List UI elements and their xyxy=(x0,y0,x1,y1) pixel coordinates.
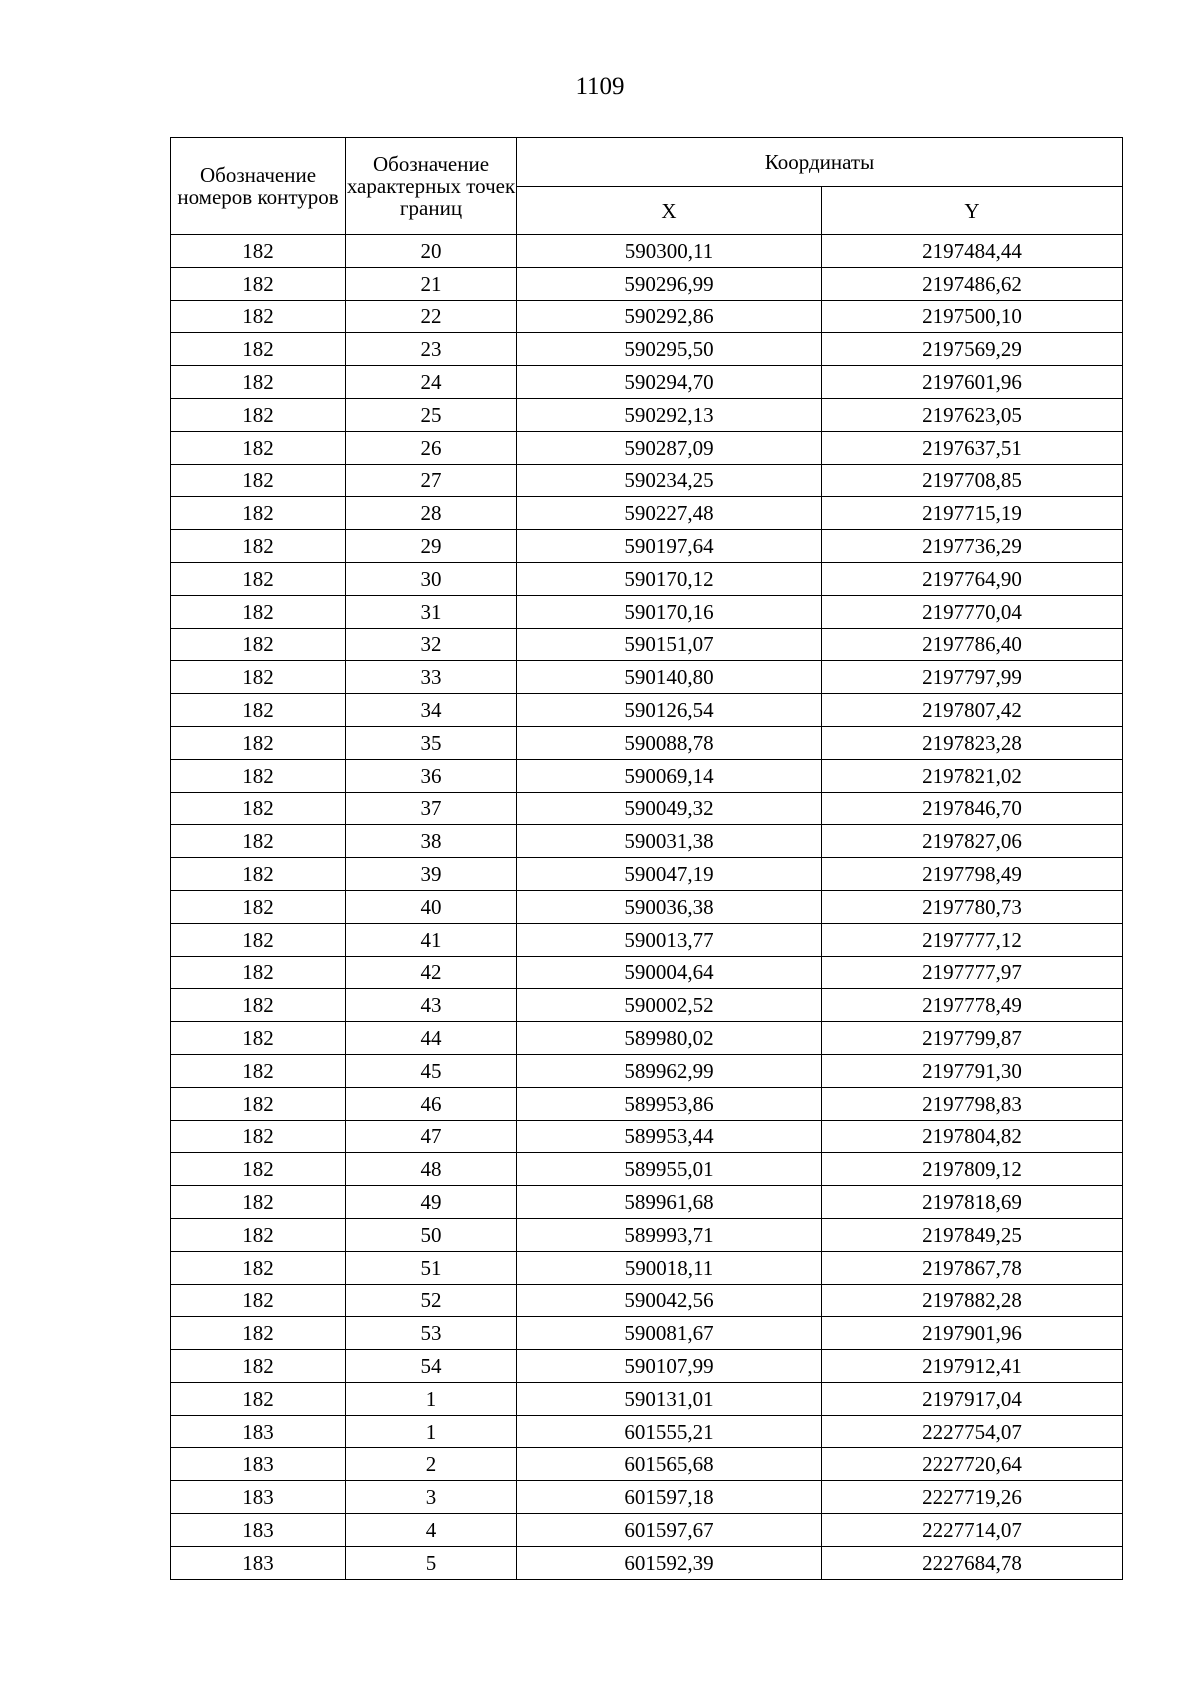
contour-number-cell: 182 xyxy=(171,1186,346,1219)
y-coordinate-cell: 2197601,96 xyxy=(822,366,1123,399)
y-coordinate-cell: 2227754,07 xyxy=(822,1415,1123,1448)
x-coordinate-cell: 590047,19 xyxy=(517,858,822,891)
contour-number-cell: 182 xyxy=(171,1120,346,1153)
point-number-cell: 23 xyxy=(346,333,517,366)
point-number-cell: 30 xyxy=(346,562,517,595)
table-row xyxy=(171,464,1123,497)
table-row xyxy=(171,1284,1123,1317)
x-coordinate-cell: 601555,21 xyxy=(517,1415,822,1448)
y-coordinate-cell: 2197809,12 xyxy=(822,1153,1123,1186)
contour-number-cell: 182 xyxy=(171,398,346,431)
y-coordinate-cell: 2197797,99 xyxy=(822,661,1123,694)
table-row xyxy=(171,366,1123,399)
point-number-cell: 1 xyxy=(346,1382,517,1415)
y-coordinate-cell: 2197780,73 xyxy=(822,890,1123,923)
contour-number-cell: 182 xyxy=(171,267,346,300)
y-coordinate-cell: 2197486,62 xyxy=(822,267,1123,300)
contour-number-cell: 182 xyxy=(171,923,346,956)
x-coordinate-cell: 590295,50 xyxy=(517,333,822,366)
y-coordinate-cell: 2197623,05 xyxy=(822,398,1123,431)
point-number-cell: 36 xyxy=(346,759,517,792)
table-row xyxy=(171,661,1123,694)
contour-number-cell: 182 xyxy=(171,464,346,497)
x-coordinate-cell: 590292,86 xyxy=(517,300,822,333)
contour-number-cell: 182 xyxy=(171,1284,346,1317)
contour-number-cell: 182 xyxy=(171,1382,346,1415)
table-row xyxy=(171,1514,1123,1547)
x-coordinate-cell: 601592,39 xyxy=(517,1546,822,1579)
table-row xyxy=(171,300,1123,333)
x-coordinate-cell: 590197,64 xyxy=(517,530,822,563)
point-number-cell: 24 xyxy=(346,366,517,399)
contour-number-cell: 183 xyxy=(171,1481,346,1514)
point-number-cell: 31 xyxy=(346,595,517,628)
y-coordinate-cell: 2197569,29 xyxy=(822,333,1123,366)
x-coordinate-cell: 589955,01 xyxy=(517,1153,822,1186)
table-row xyxy=(171,628,1123,661)
point-number-cell: 26 xyxy=(346,431,517,464)
x-coordinate-cell: 590140,80 xyxy=(517,661,822,694)
x-coordinate-cell: 590004,64 xyxy=(517,956,822,989)
x-coordinate-cell: 589980,02 xyxy=(517,1022,822,1055)
y-coordinate-cell: 2197798,83 xyxy=(822,1087,1123,1120)
table-row xyxy=(171,1054,1123,1087)
x-coordinate-cell: 589953,86 xyxy=(517,1087,822,1120)
y-coordinate-cell: 2197882,28 xyxy=(822,1284,1123,1317)
point-number-cell: 45 xyxy=(346,1054,517,1087)
x-coordinate-cell: 590126,54 xyxy=(517,694,822,727)
point-number-cell: 38 xyxy=(346,825,517,858)
y-coordinate-cell: 2197736,29 xyxy=(822,530,1123,563)
table-row xyxy=(171,825,1123,858)
y-coordinate-cell: 2197637,51 xyxy=(822,431,1123,464)
x-coordinate-cell: 590031,38 xyxy=(517,825,822,858)
y-coordinate-cell: 2197786,40 xyxy=(822,628,1123,661)
x-coordinate-cell: 590036,38 xyxy=(517,890,822,923)
x-coordinate-cell: 590170,12 xyxy=(517,562,822,595)
point-number-cell: 48 xyxy=(346,1153,517,1186)
contour-number-cell: 182 xyxy=(171,825,346,858)
x-coordinate-cell: 590069,14 xyxy=(517,759,822,792)
point-number-cell: 51 xyxy=(346,1251,517,1284)
x-coordinate-cell: 590294,70 xyxy=(517,366,822,399)
table-row xyxy=(171,1448,1123,1481)
y-coordinate-cell: 2197821,02 xyxy=(822,759,1123,792)
point-number-cell: 46 xyxy=(346,1087,517,1120)
x-coordinate-cell: 590088,78 xyxy=(517,726,822,759)
point-number-cell: 33 xyxy=(346,661,517,694)
x-coordinate-cell: 590292,13 xyxy=(517,398,822,431)
y-coordinate-cell: 2197500,10 xyxy=(822,300,1123,333)
table-header xyxy=(171,138,1123,235)
x-coordinate-cell: 590049,32 xyxy=(517,792,822,825)
point-number-cell: 47 xyxy=(346,1120,517,1153)
contour-number-cell: 182 xyxy=(171,595,346,628)
table-row xyxy=(171,398,1123,431)
table-row xyxy=(171,923,1123,956)
contour-number-cell: 183 xyxy=(171,1514,346,1547)
table-row xyxy=(171,562,1123,595)
x-coordinate-cell: 590151,07 xyxy=(517,628,822,661)
point-number-cell: 28 xyxy=(346,497,517,530)
point-number-cell: 4 xyxy=(346,1514,517,1547)
point-number-cell: 5 xyxy=(346,1546,517,1579)
y-coordinate-cell: 2227714,07 xyxy=(822,1514,1123,1547)
x-coordinate-cell: 589962,99 xyxy=(517,1054,822,1087)
point-number-cell: 41 xyxy=(346,923,517,956)
header-coordinates: Координаты xyxy=(517,138,1123,187)
table-row xyxy=(171,530,1123,563)
contour-number-cell: 182 xyxy=(171,497,346,530)
contour-number-cell: 182 xyxy=(171,530,346,563)
coordinates-table xyxy=(170,137,1123,1580)
x-coordinate-cell: 590227,48 xyxy=(517,497,822,530)
contour-number-cell: 182 xyxy=(171,366,346,399)
x-coordinate-cell: 590131,01 xyxy=(517,1382,822,1415)
contour-number-cell: 182 xyxy=(171,989,346,1022)
y-coordinate-cell: 2197807,42 xyxy=(822,694,1123,727)
x-coordinate-cell: 590234,25 xyxy=(517,464,822,497)
table-row xyxy=(171,1218,1123,1251)
table-row xyxy=(171,858,1123,891)
y-coordinate-cell: 2197799,87 xyxy=(822,1022,1123,1055)
table-row xyxy=(171,1120,1123,1153)
table-body xyxy=(171,235,1123,1580)
x-coordinate-cell: 601565,68 xyxy=(517,1448,822,1481)
y-coordinate-cell: 2197823,28 xyxy=(822,726,1123,759)
y-coordinate-cell: 2197777,12 xyxy=(822,923,1123,956)
table-row xyxy=(171,235,1123,268)
point-number-cell: 50 xyxy=(346,1218,517,1251)
table-row xyxy=(171,1153,1123,1186)
x-coordinate-cell: 590018,11 xyxy=(517,1251,822,1284)
x-coordinate-cell: 590081,67 xyxy=(517,1317,822,1350)
table-row xyxy=(171,1546,1123,1579)
point-number-cell: 21 xyxy=(346,267,517,300)
contour-number-cell: 182 xyxy=(171,431,346,464)
contour-number-cell: 182 xyxy=(171,759,346,792)
point-number-cell: 1 xyxy=(346,1415,517,1448)
table-row xyxy=(171,1186,1123,1219)
x-coordinate-cell: 601597,67 xyxy=(517,1514,822,1547)
point-number-cell: 52 xyxy=(346,1284,517,1317)
y-coordinate-cell: 2227684,78 xyxy=(822,1546,1123,1579)
contour-number-cell: 182 xyxy=(171,890,346,923)
table-row xyxy=(171,1317,1123,1350)
contour-number-cell: 182 xyxy=(171,1087,346,1120)
point-number-cell: 42 xyxy=(346,956,517,989)
contour-number-cell: 182 xyxy=(171,792,346,825)
point-number-cell: 3 xyxy=(346,1481,517,1514)
page-number: 1109 xyxy=(575,73,625,100)
y-coordinate-cell: 2197791,30 xyxy=(822,1054,1123,1087)
table-row xyxy=(171,1382,1123,1415)
contour-number-cell: 182 xyxy=(171,628,346,661)
table-row xyxy=(171,956,1123,989)
table-row xyxy=(171,726,1123,759)
table-row xyxy=(171,1022,1123,1055)
header-x: X xyxy=(517,187,822,235)
contour-number-cell: 182 xyxy=(171,235,346,268)
x-coordinate-cell: 590013,77 xyxy=(517,923,822,956)
x-coordinate-cell: 589953,44 xyxy=(517,1120,822,1153)
contour-number-cell: 182 xyxy=(171,726,346,759)
point-number-cell: 53 xyxy=(346,1317,517,1350)
point-number-cell: 40 xyxy=(346,890,517,923)
point-number-cell: 44 xyxy=(346,1022,517,1055)
contour-number-cell: 182 xyxy=(171,562,346,595)
contour-number-cell: 182 xyxy=(171,1251,346,1284)
table-row xyxy=(171,1415,1123,1448)
contour-number-cell: 183 xyxy=(171,1415,346,1448)
y-coordinate-cell: 2197770,04 xyxy=(822,595,1123,628)
header-y: Y xyxy=(822,187,1123,235)
table-row xyxy=(171,1481,1123,1514)
point-number-cell: 37 xyxy=(346,792,517,825)
y-coordinate-cell: 2227719,26 xyxy=(822,1481,1123,1514)
contour-number-cell: 182 xyxy=(171,694,346,727)
table-row xyxy=(171,497,1123,530)
contour-number-cell: 182 xyxy=(171,661,346,694)
contour-number-cell: 182 xyxy=(171,1350,346,1383)
contour-number-cell: 182 xyxy=(171,858,346,891)
x-coordinate-cell: 590300,11 xyxy=(517,235,822,268)
y-coordinate-cell: 2197901,96 xyxy=(822,1317,1123,1350)
header-contour-numbers: Обозначение номеров контуров xyxy=(171,138,346,235)
contour-number-cell: 182 xyxy=(171,1153,346,1186)
y-coordinate-cell: 2197778,49 xyxy=(822,989,1123,1022)
y-coordinate-cell: 2197804,82 xyxy=(822,1120,1123,1153)
contour-number-cell: 182 xyxy=(171,956,346,989)
x-coordinate-cell: 590002,52 xyxy=(517,989,822,1022)
y-coordinate-cell: 2197867,78 xyxy=(822,1251,1123,1284)
table-row xyxy=(171,989,1123,1022)
y-coordinate-cell: 2197912,41 xyxy=(822,1350,1123,1383)
table-row xyxy=(171,267,1123,300)
y-coordinate-cell: 2197798,49 xyxy=(822,858,1123,891)
point-number-cell: 39 xyxy=(346,858,517,891)
point-number-cell: 2 xyxy=(346,1448,517,1481)
contour-number-cell: 182 xyxy=(171,1022,346,1055)
table-row xyxy=(171,759,1123,792)
contour-number-cell: 182 xyxy=(171,333,346,366)
y-coordinate-cell: 2197764,90 xyxy=(822,562,1123,595)
point-number-cell: 22 xyxy=(346,300,517,333)
x-coordinate-cell: 601597,18 xyxy=(517,1481,822,1514)
table-row xyxy=(171,1350,1123,1383)
contour-number-cell: 182 xyxy=(171,1218,346,1251)
x-coordinate-cell: 589961,68 xyxy=(517,1186,822,1219)
table-row xyxy=(171,792,1123,825)
y-coordinate-cell: 2197917,04 xyxy=(822,1382,1123,1415)
x-coordinate-cell: 589993,71 xyxy=(517,1218,822,1251)
contour-number-cell: 182 xyxy=(171,300,346,333)
point-number-cell: 35 xyxy=(346,726,517,759)
y-coordinate-cell: 2197849,25 xyxy=(822,1218,1123,1251)
contour-number-cell: 182 xyxy=(171,1317,346,1350)
contour-number-cell: 183 xyxy=(171,1448,346,1481)
point-number-cell: 54 xyxy=(346,1350,517,1383)
table-row xyxy=(171,694,1123,727)
x-coordinate-cell: 590287,09 xyxy=(517,431,822,464)
x-coordinate-cell: 590296,99 xyxy=(517,267,822,300)
table-row xyxy=(171,333,1123,366)
header-boundary-points: Обозначение характерных точек границ xyxy=(346,138,517,235)
contour-number-cell: 182 xyxy=(171,1054,346,1087)
x-coordinate-cell: 590107,99 xyxy=(517,1350,822,1383)
table-row xyxy=(171,595,1123,628)
point-number-cell: 29 xyxy=(346,530,517,563)
table-row xyxy=(171,431,1123,464)
point-number-cell: 27 xyxy=(346,464,517,497)
point-number-cell: 49 xyxy=(346,1186,517,1219)
y-coordinate-cell: 2227720,64 xyxy=(822,1448,1123,1481)
point-number-cell: 20 xyxy=(346,235,517,268)
y-coordinate-cell: 2197708,85 xyxy=(822,464,1123,497)
y-coordinate-cell: 2197846,70 xyxy=(822,792,1123,825)
y-coordinate-cell: 2197827,06 xyxy=(822,825,1123,858)
table-row xyxy=(171,890,1123,923)
y-coordinate-cell: 2197715,19 xyxy=(822,497,1123,530)
y-coordinate-cell: 2197777,97 xyxy=(822,956,1123,989)
x-coordinate-cell: 590170,16 xyxy=(517,595,822,628)
point-number-cell: 25 xyxy=(346,398,517,431)
table-row xyxy=(171,1251,1123,1284)
point-number-cell: 34 xyxy=(346,694,517,727)
x-coordinate-cell: 590042,56 xyxy=(517,1284,822,1317)
point-number-cell: 43 xyxy=(346,989,517,1022)
y-coordinate-cell: 2197484,44 xyxy=(822,235,1123,268)
y-coordinate-cell: 2197818,69 xyxy=(822,1186,1123,1219)
point-number-cell: 32 xyxy=(346,628,517,661)
table-row xyxy=(171,1087,1123,1120)
contour-number-cell: 183 xyxy=(171,1546,346,1579)
